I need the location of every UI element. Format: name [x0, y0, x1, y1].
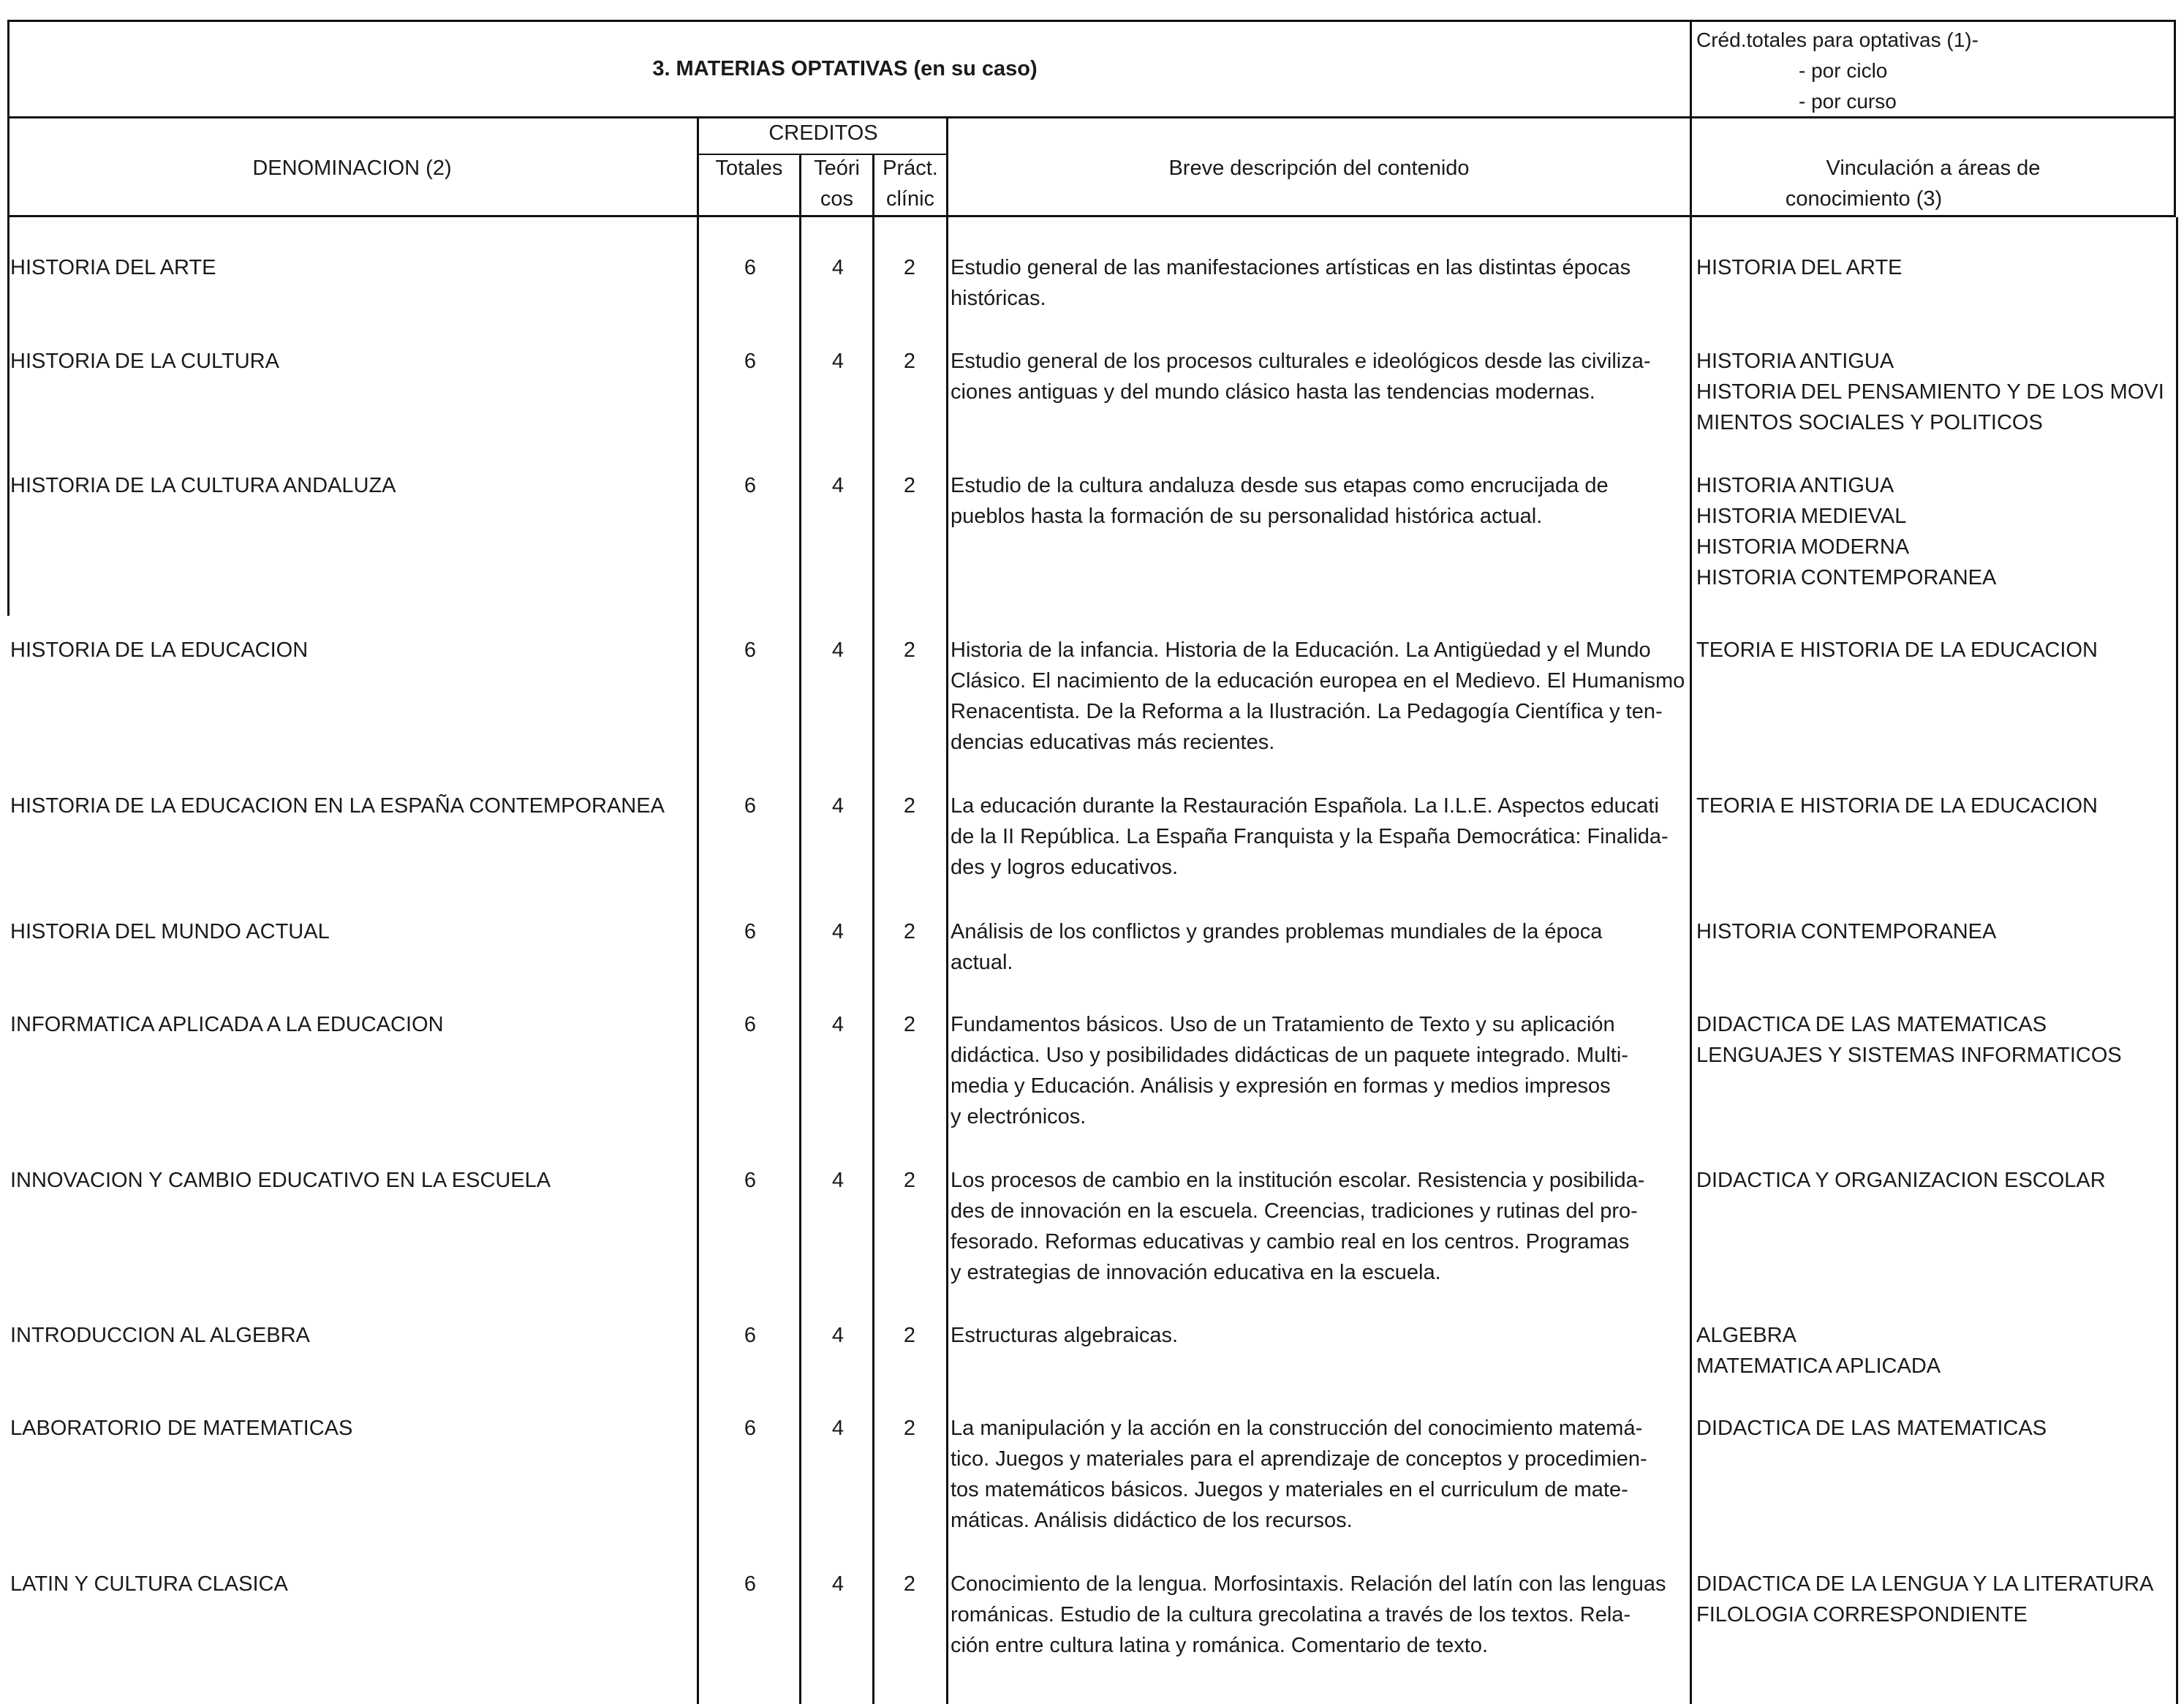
knowledge-area: HISTORIA ANTIGUA — [1696, 350, 1894, 373]
col-descripcion: Breve descripción del contenido — [1168, 157, 1470, 180]
description-line: Estudio general de los procesos culturales e ideológicos desde las civiliza- — [951, 350, 1651, 373]
description-line: Análisis de los conflictos y grandes problemas mundiales de la época — [951, 920, 1603, 943]
credits-theory: 4 — [831, 1169, 844, 1192]
column-divider — [872, 217, 874, 1704]
credits-practice: 2 — [903, 350, 916, 373]
description-line: Conocimiento de la lengua. Morfosintaxis. Relación del latín con las lenguas — [951, 1572, 1666, 1596]
creditos-underline — [697, 154, 948, 155]
description-line: máticas. Análisis didáctico de los recursos. — [951, 1509, 1353, 1532]
knowledge-area: HISTORIA CONTEMPORANEA — [1696, 920, 1997, 943]
description-line: Fundamentos básicos. Uso de un Tratamiento de Texto y su aplicación — [951, 1013, 1615, 1036]
description-line: ciones antiguas y del mundo clásico hasta las tendencias modernas. — [951, 380, 1595, 404]
knowledge-areas — [1696, 470, 2180, 593]
credits-theory: 4 — [831, 638, 844, 662]
knowledge-areas — [1696, 1320, 2180, 1381]
subject-description — [951, 1009, 1695, 1132]
description-line: des y logros educativos. — [951, 856, 1179, 879]
credits-practice: 2 — [903, 256, 916, 279]
knowledge-area: HISTORIA MEDIEVAL — [1696, 505, 1907, 528]
knowledge-area: DIDACTICA DE LAS MATEMATICAS — [1696, 1013, 2047, 1036]
credits-total: 6 — [744, 1013, 757, 1036]
subject-description — [951, 916, 1695, 978]
knowledge-area: HISTORIA DEL PENSAMIENTO Y DE LOS MOVI — [1696, 380, 2164, 404]
credits-total: 6 — [744, 350, 757, 373]
credits-theory: 4 — [831, 350, 844, 373]
subject-name: INTRODUCCION AL ALGEBRA — [10, 1324, 310, 1347]
col-vinculacion-line1: Vinculación a áreas de — [1826, 157, 2041, 180]
description-line: tos matemáticos básicos. Juegos y materiales en el curriculum de mate- — [951, 1478, 1628, 1501]
description-line: Clásico. El nacimiento de la educación europea en el Medievo. El Humanismo — [951, 669, 1685, 693]
col-teoricos-line1: Teóri — [814, 157, 860, 180]
description-line: pueblos hasta la formación de su personalidad histórica actual. — [951, 505, 1543, 528]
credits-theory: 4 — [831, 1572, 844, 1596]
description-line: media y Educación. Análisis y expresión en formas y medios impresos — [951, 1074, 1611, 1098]
credits-theory: 4 — [831, 474, 844, 497]
description-line: tico. Juegos y materiales para el aprendizaje de conceptos y procedimien- — [951, 1447, 1647, 1471]
description-line: Renacentista. De la Reforma a la Ilustración. La Pedagogía Científica y ten- — [951, 700, 1663, 723]
credits-theory: 4 — [831, 1324, 844, 1347]
knowledge-area: FILOLOGIA CORRESPONDIENTE — [1696, 1603, 2028, 1626]
subject-name: LATIN Y CULTURA CLASICA — [10, 1572, 288, 1596]
knowledge-areas — [1696, 1413, 2180, 1444]
credits-practice: 2 — [903, 1324, 916, 1347]
col-teoricos-line2: cos — [820, 187, 854, 211]
credits-practice: 2 — [903, 1417, 916, 1440]
subject-name: HISTORIA DE LA EDUCACION EN LA ESPAÑA CONTEMPORANEA — [10, 794, 665, 818]
credits-theory: 4 — [831, 794, 844, 818]
left-border — [7, 217, 10, 616]
credits-label: Créd.totales para optativas (1)- — [1696, 29, 1979, 51]
column-divider — [697, 217, 699, 1704]
credits-theory: 4 — [831, 1013, 844, 1036]
knowledge-area: MATEMATICA APLICADA — [1696, 1354, 1941, 1378]
description-line: didáctica. Uso y posibilidades didácticas de un paquete integrado. Multi- — [951, 1044, 1628, 1067]
knowledge-area: TEORIA E HISTORIA DE LA EDUCACION — [1696, 794, 2098, 818]
col-creditos: CREDITOS — [768, 121, 878, 145]
knowledge-area: DIDACTICA DE LA LENGUA Y LA LITERATURA — [1696, 1572, 2154, 1596]
knowledge-area: HISTORIA MODERNA — [1696, 535, 1910, 559]
description-line: des de innovación en la escuela. Creencias, tradiciones y rutinas del pro- — [951, 1199, 1638, 1223]
knowledge-area: DIDACTICA DE LAS MATEMATICAS — [1696, 1417, 2047, 1440]
credits-theory: 4 — [831, 256, 844, 279]
knowledge-areas — [1696, 791, 2180, 821]
description-line: Estudio de la cultura andaluza desde sus etapas como encrucijada de — [951, 474, 1609, 497]
col-practicos-line2: clínic — [885, 187, 935, 211]
subject-description — [951, 1320, 1695, 1351]
description-line: Historia de la infancia. Historia de la Educación. La Antigüedad y el Mundo — [951, 638, 1651, 662]
description-line: Estudio general de las manifestaciones artísticas en las distintas épocas — [951, 256, 1631, 279]
knowledge-areas — [1696, 252, 2180, 283]
subject-description — [951, 1165, 1695, 1288]
credits-summary — [1696, 25, 1979, 117]
credits-practice: 2 — [903, 1169, 916, 1192]
credits-theory: 4 — [831, 920, 844, 943]
credits-practice: 2 — [903, 920, 916, 943]
subject-name: HISTORIA DE LA CULTURA — [10, 350, 279, 373]
description-line: La manipulación y la acción en la construcción del conocimiento matemá- — [951, 1417, 1643, 1440]
description-line: dencias educativas más recientes. — [951, 731, 1275, 754]
description-line: históricas. — [951, 287, 1046, 310]
knowledge-areas — [1696, 1009, 2180, 1071]
column-divider — [946, 217, 948, 1704]
credits-practice: 2 — [903, 1013, 916, 1036]
right-border — [2176, 217, 2178, 1704]
description-line: y electrónicos. — [951, 1105, 1087, 1128]
knowledge-area: HISTORIA DEL ARTE — [1696, 256, 1903, 279]
subject-name: HISTORIA DE LA EDUCACION — [10, 638, 309, 662]
subject-description — [951, 346, 1695, 407]
subject-name: HISTORIA DEL MUNDO ACTUAL — [10, 920, 330, 943]
credits-total: 6 — [744, 920, 757, 943]
description-line: y estrategias de innovación educativa en la escuela. — [951, 1261, 1441, 1284]
knowledge-area: LENGUAJES Y SISTEMAS INFORMATICOS — [1696, 1044, 2122, 1067]
section-title: 3. MATERIAS OPTATIVAS (en su caso) — [652, 57, 1038, 80]
credits-practice: 2 — [903, 474, 916, 497]
subject-name: HISTORIA DEL ARTE — [10, 256, 216, 279]
credits-per-course: - por curso — [1799, 90, 1897, 113]
description-line: ción entre cultura latina y románica. Comentario de texto. — [951, 1634, 1489, 1657]
credits-total: 6 — [744, 256, 757, 279]
description-line: actual. — [951, 951, 1013, 974]
credits-total: 6 — [744, 638, 757, 662]
credits-per-cycle: - por ciclo — [1799, 59, 1888, 82]
knowledge-area: TEORIA E HISTORIA DE LA EDUCACION — [1696, 638, 2098, 662]
subject-name: INNOVACION Y CAMBIO EDUCATIVO EN LA ESCUELA — [10, 1169, 551, 1192]
subject-name: INFORMATICA APLICADA A LA EDUCACION — [10, 1013, 444, 1036]
knowledge-areas — [1696, 1165, 2180, 1196]
credits-total: 6 — [744, 794, 757, 818]
knowledge-areas — [1696, 916, 2180, 947]
credits-total: 6 — [744, 1324, 757, 1347]
knowledge-area: HISTORIA ANTIGUA — [1696, 474, 1894, 497]
col-totales: Totales — [715, 157, 783, 180]
credits-practice: 2 — [903, 794, 916, 818]
description-line: fesorado. Reformas educativas y cambio real en los centros. Programas — [951, 1230, 1630, 1254]
subject-description — [951, 252, 1695, 314]
knowledge-areas — [1696, 1569, 2180, 1630]
credits-total: 6 — [744, 1169, 757, 1192]
column-divider — [799, 217, 801, 1704]
credits-practice: 2 — [903, 638, 916, 662]
subject-description — [951, 635, 1695, 758]
knowledge-areas — [1696, 346, 2180, 438]
description-line: Los procesos de cambio en la institución escolar. Resistencia y posibilida- — [951, 1169, 1645, 1192]
subject-name: HISTORIA DE LA CULTURA ANDALUZA — [10, 474, 396, 497]
knowledge-area: MIENTOS SOCIALES Y POLITICOS — [1696, 411, 2043, 434]
col-vinculacion-line2: conocimiento (3) — [1785, 187, 1943, 211]
subject-description — [951, 1569, 1695, 1661]
description-line: La educación durante la Restauración Española. La I.L.E. Aspectos educati — [951, 794, 1659, 818]
knowledge-areas — [1696, 635, 2180, 666]
credits-total: 6 — [744, 1572, 757, 1596]
col-practicos-line1: Práct. — [883, 157, 938, 180]
credits-practice: 2 — [903, 1572, 916, 1596]
description-line: de la II República. La España Franquista y la España Democrática: Finalida- — [951, 825, 1669, 848]
description-line: Estructuras algebraicas. — [951, 1324, 1179, 1347]
description-line: románicas. Estudio de la cultura grecolatina a través de los textos. Rela- — [951, 1603, 1631, 1626]
knowledge-area: DIDACTICA Y ORGANIZACION ESCOLAR — [1696, 1169, 2106, 1192]
knowledge-area: ALGEBRA — [1696, 1324, 1796, 1347]
col-denominacion: DENOMINACION (2) — [252, 157, 452, 180]
credits-total: 6 — [744, 1417, 757, 1440]
subject-description — [951, 470, 1695, 532]
subject-description — [951, 1413, 1695, 1536]
knowledge-area: HISTORIA CONTEMPORANEA — [1696, 566, 1997, 589]
credits-theory: 4 — [831, 1417, 844, 1440]
subject-description — [951, 791, 1695, 883]
subject-name: LABORATORIO DE MATEMATICAS — [10, 1417, 353, 1440]
credits-total: 6 — [744, 474, 757, 497]
